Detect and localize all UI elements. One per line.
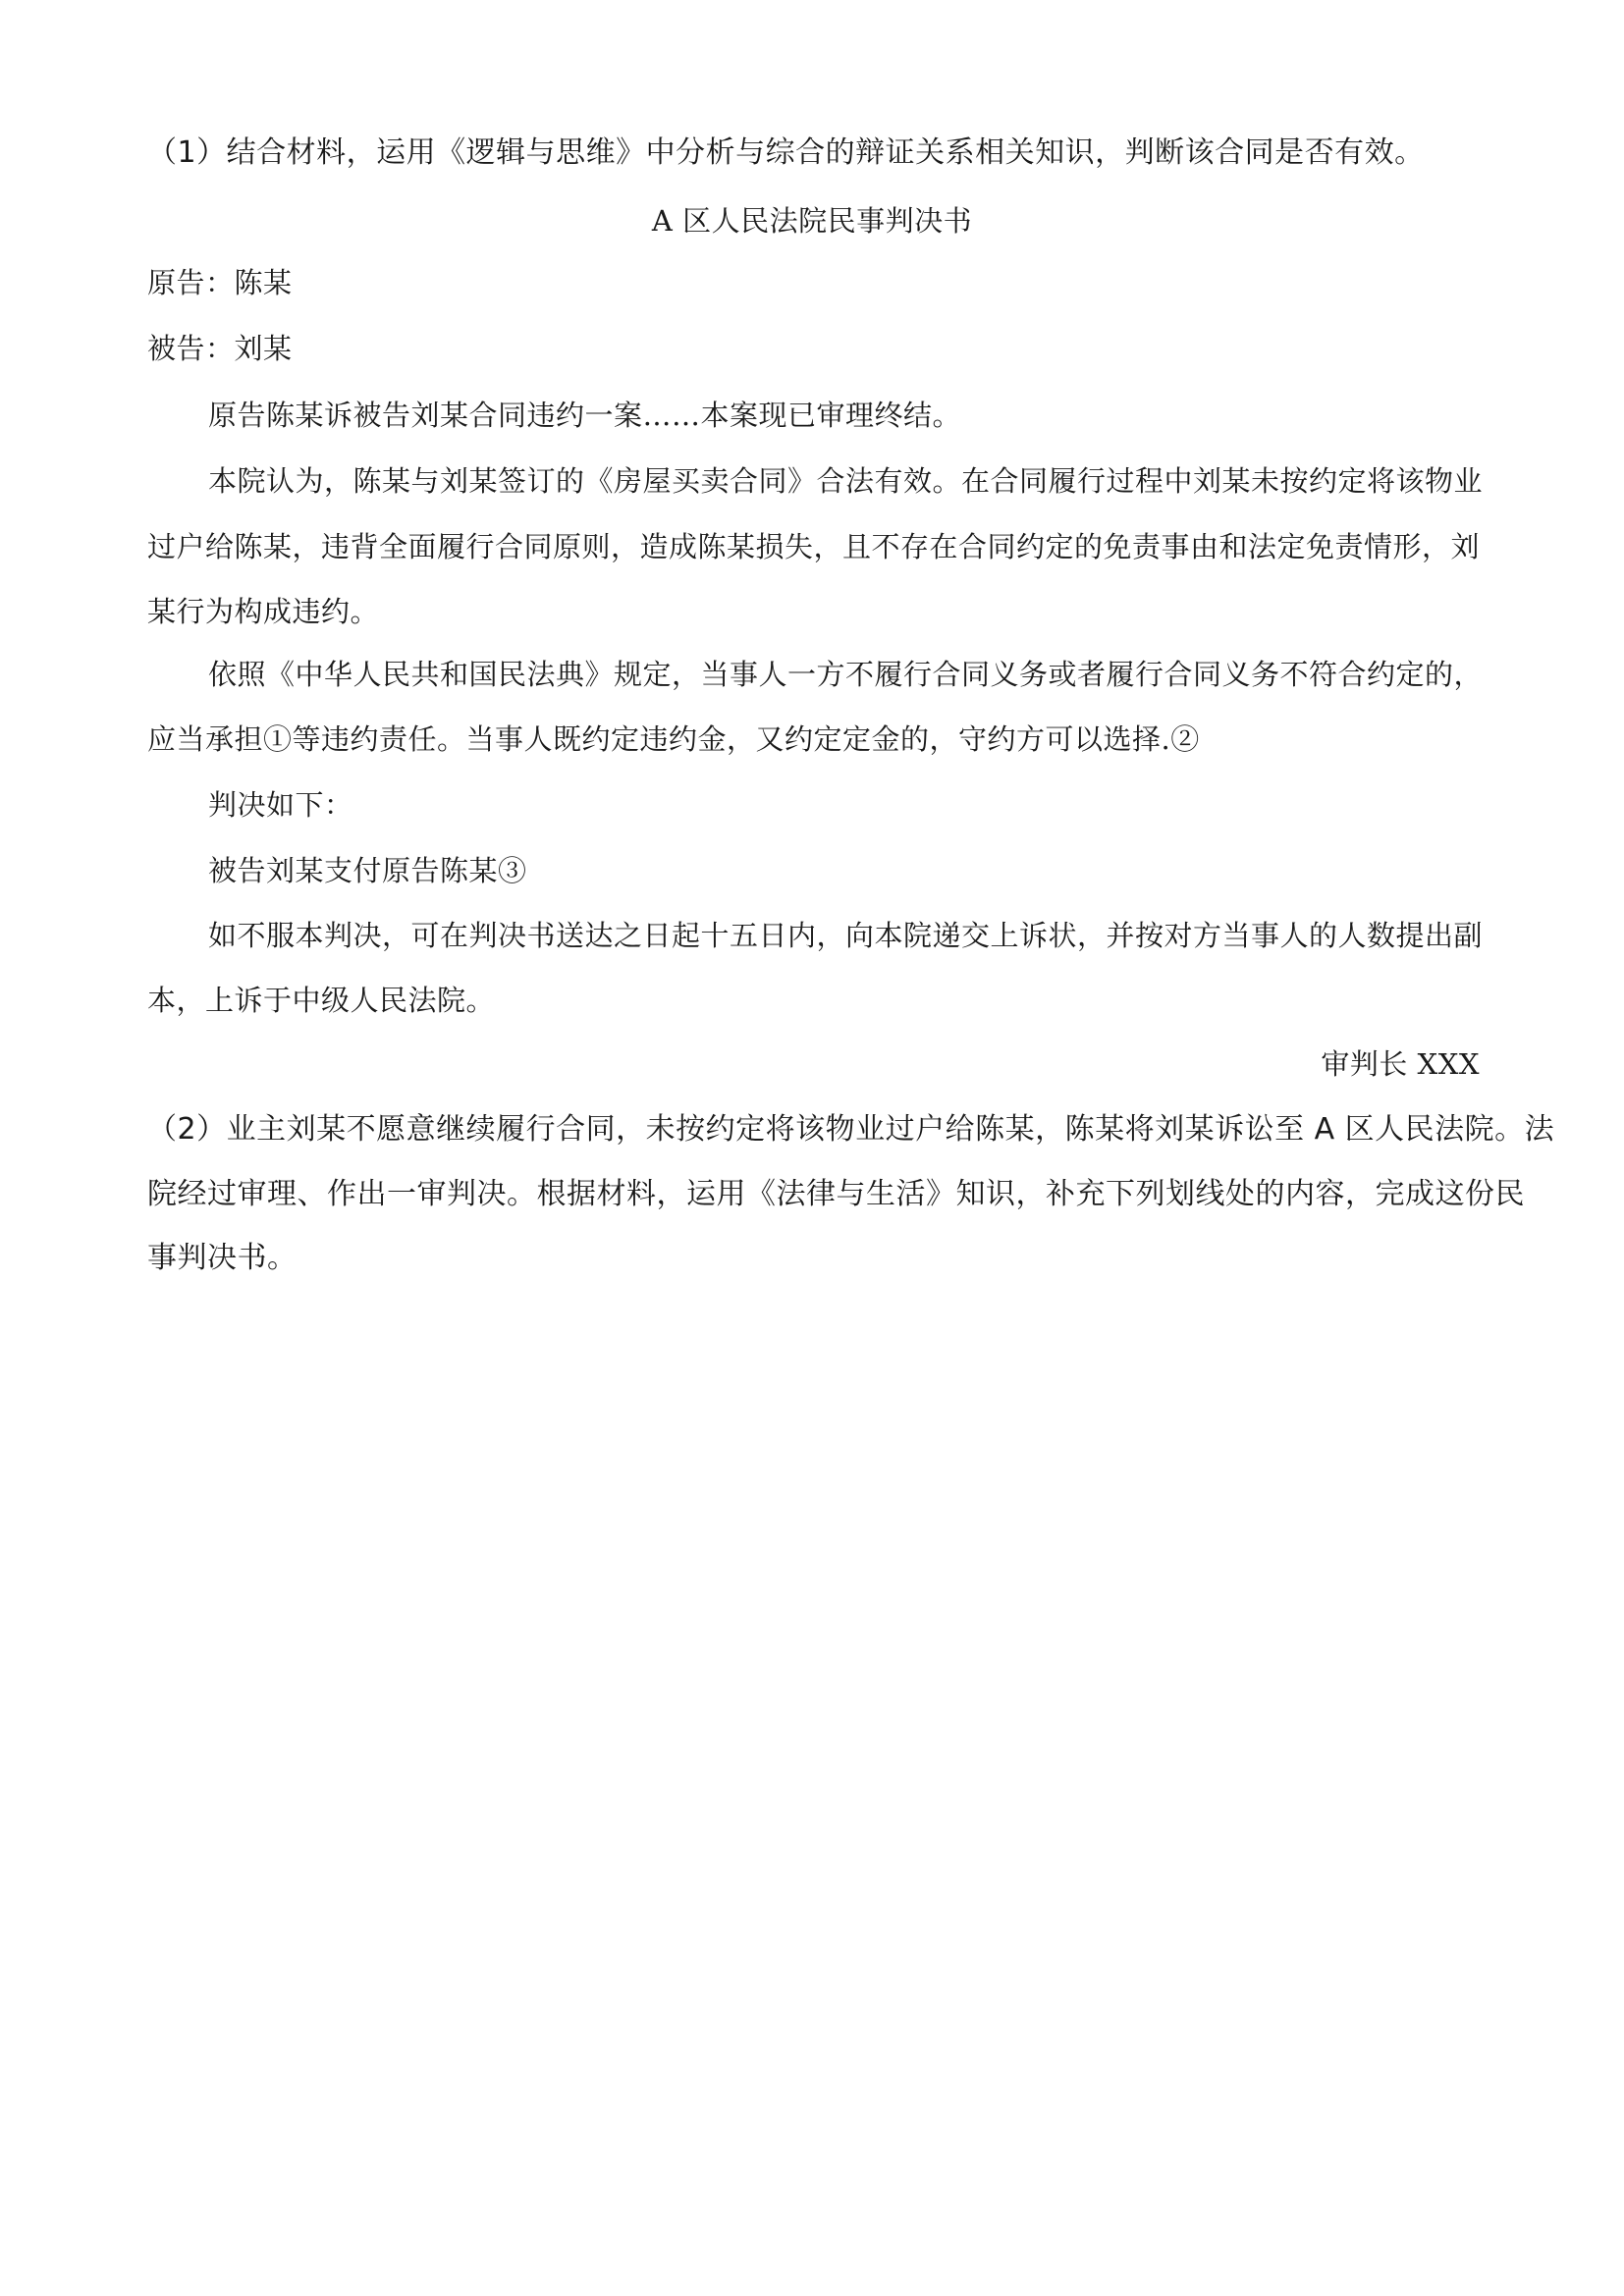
plaintiff-line: 原告：陈某 bbox=[147, 266, 293, 299]
court-opinion-line-3: 某行为构成违约。 bbox=[147, 595, 380, 628]
legal-basis-line-1: 依照《中华人民共和国民法典》规定，当事人一方不履行合同义务或者履行合同义务不符合约定的， bbox=[208, 658, 1484, 691]
court-opinion-line-1: 本院认为，陈某与刘某签订的《房屋买卖合同》合法有效。在合同履行过程中刘某未按约定将该物业 bbox=[208, 464, 1484, 498]
defendant-line: 被告：刘某 bbox=[147, 332, 293, 365]
appeal-notice-line-2: 本，上诉于中级人民法院。 bbox=[147, 984, 496, 1017]
question-2-line-3: 事判决书。 bbox=[147, 1241, 298, 1275]
ruling-content: 被告刘某支付原告陈某③ bbox=[208, 854, 527, 887]
question-2-line-1: （2）业主刘某不愿意继续履行合同，未按约定将该物业过户给陈某，陈某将刘某诉讼至 A 区人民法院。法 bbox=[147, 1112, 1555, 1147]
question-2-line-2: 院经过审理、作出一审判决。根据材料，运用《法律与生活》知识，补充下列划线处的内容，完成这份民 bbox=[147, 1177, 1525, 1211]
presiding-judge: 审判长 XXX bbox=[1321, 1047, 1480, 1081]
question-1: （1）结合材料，运用《逻辑与思维》中分析与综合的辩证关系相关知识，判断该合同是否有效。 bbox=[147, 135, 1425, 170]
ruling-heading: 判决如下： bbox=[208, 788, 353, 822]
judgment-title: A 区人民法院民事判决书 bbox=[651, 204, 973, 238]
case-intro-paragraph: 原告陈某诉被告刘某合同违约一案……本案现已审理终结。 bbox=[208, 399, 962, 432]
appeal-notice-line-1: 如不服本判决，可在判决书送达之日起十五日内，向本院递交上诉状，并按对方当事人的人数提出副 bbox=[208, 919, 1484, 952]
legal-basis-line-2: 应当承担①等违约责任。当事人既约定违约金，又约定定金的，守约方可以选择.② bbox=[147, 722, 1200, 756]
court-opinion-line-2: 过户给陈某，违背全面履行合同原则，造成陈某损失，且不存在合同约定的免责事由和法定免责情形，刘 bbox=[147, 530, 1481, 563]
